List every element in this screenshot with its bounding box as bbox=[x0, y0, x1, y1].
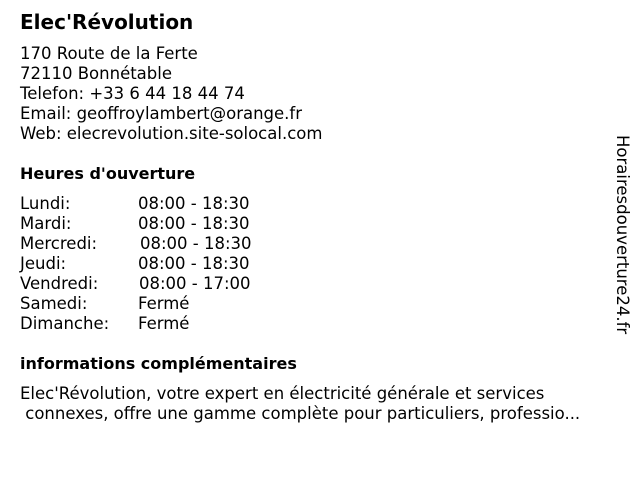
day-hours: 08:00 - 18:30 bbox=[138, 194, 250, 213]
day-label: Lundi: bbox=[20, 194, 71, 213]
description-line-2: connexes, offre une gamme complète pour particuliers, professio... bbox=[20, 404, 581, 423]
description bbox=[20, 384, 620, 424]
day-hours: Fermé bbox=[138, 314, 190, 333]
day-hours: 08:00 - 18:30 bbox=[140, 234, 252, 253]
description-line-1: Elec'Révolution, votre expert en électricité générale et services bbox=[20, 384, 545, 403]
contact-block bbox=[20, 44, 322, 144]
day-hours: 08:00 - 18:30 bbox=[138, 254, 250, 273]
city-postcode: 72110 Bonnétable bbox=[20, 64, 173, 83]
day-hours: 08:00 - 18:30 bbox=[138, 214, 250, 233]
day-hours: Fermé bbox=[138, 294, 190, 313]
business-name: Elec'Révolution bbox=[20, 10, 194, 34]
day-hours: 08:00 - 17:00 bbox=[139, 274, 251, 293]
street-address: 170 Route de la Ferte bbox=[20, 44, 198, 63]
hours-heading: Heures d'ouverture bbox=[20, 164, 196, 183]
day-label: Jeudi: bbox=[20, 254, 67, 273]
website-line: Web: elecrevolution.site-solocal.com bbox=[20, 124, 323, 143]
day-label: Samedi: bbox=[20, 294, 88, 313]
day-label: Dimanche: bbox=[20, 314, 110, 333]
day-label: Mardi: bbox=[20, 214, 72, 233]
day-label: Mercredi: bbox=[20, 234, 98, 253]
site-watermark: Horairesdouverture24.fr bbox=[613, 135, 632, 335]
info-heading: informations complémentaires bbox=[20, 354, 297, 373]
day-label: Vendredi: bbox=[20, 274, 99, 293]
email-line: Email: geoffroylambert@orange.fr bbox=[20, 104, 303, 123]
phone-line: Telefon: +33 6 44 18 44 74 bbox=[20, 84, 245, 103]
